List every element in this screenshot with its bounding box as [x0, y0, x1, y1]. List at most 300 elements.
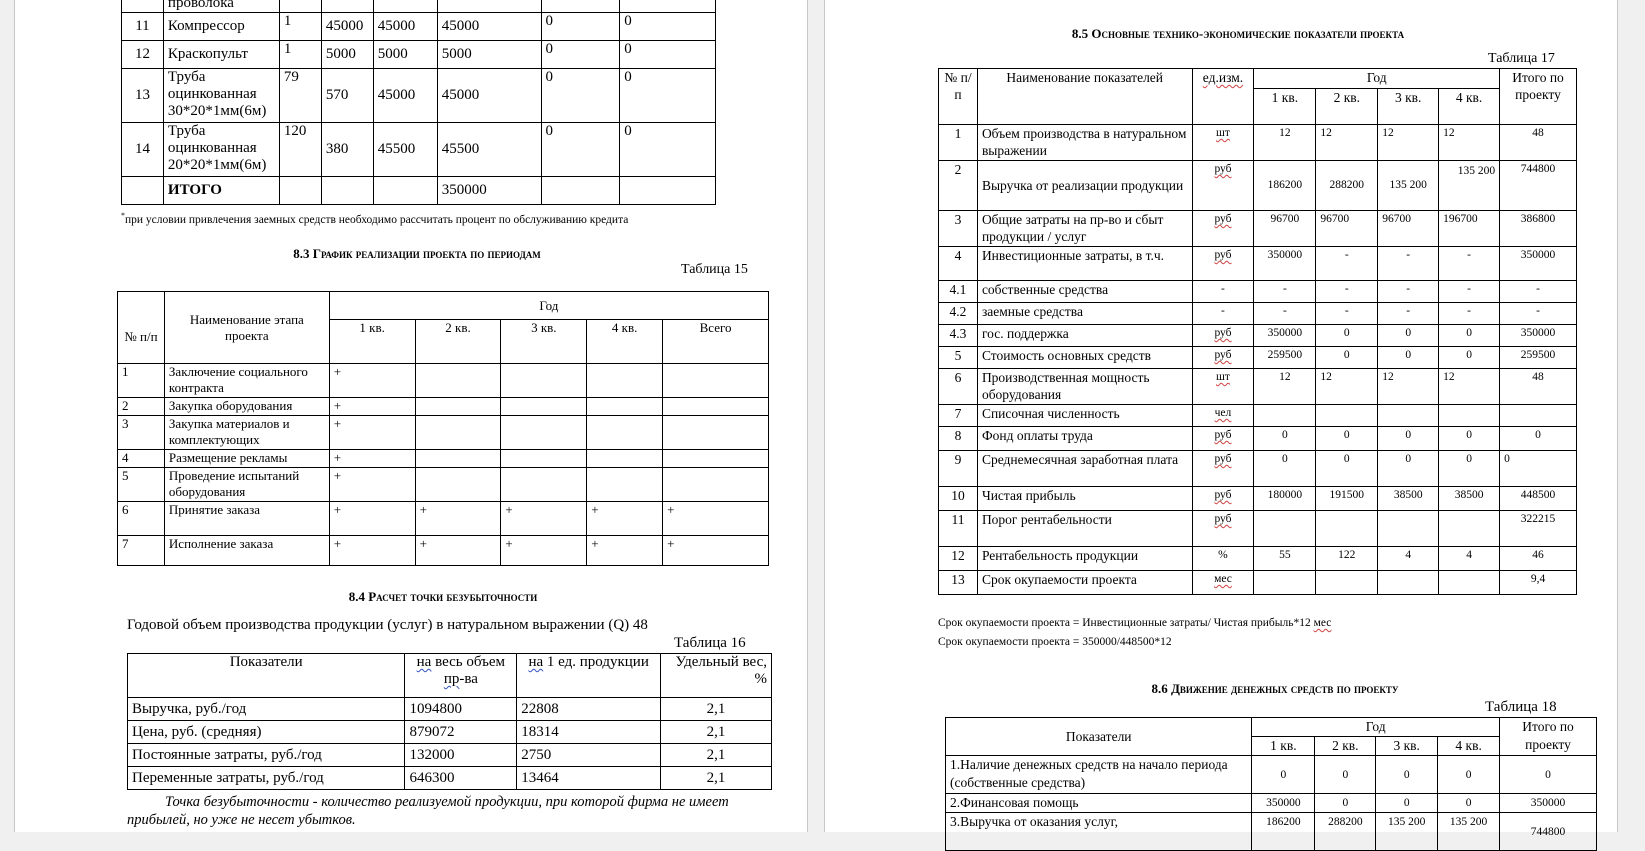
cell-q1: -: [1254, 303, 1316, 325]
header-q4: 4 кв.: [1439, 89, 1500, 125]
cell-num: 5: [118, 468, 165, 502]
cell-total: 0: [1500, 451, 1577, 487]
cell-q4: 135 200: [1438, 813, 1500, 851]
cell-q2: [1316, 511, 1378, 547]
cell-unit: 2750: [517, 744, 661, 767]
header-stage-name: Наименование этапа проекта: [164, 292, 329, 364]
table-row: [122, 13, 716, 41]
cell-name: 1.Наличие денежных средств на начало периода (собственные средства): [946, 756, 1252, 794]
cell-num: 1: [939, 125, 978, 161]
cell-q1: -: [1254, 281, 1316, 303]
cell-total: [663, 468, 769, 502]
cell-q2: [415, 364, 501, 398]
cell-q3: [501, 468, 587, 502]
cell-q1: 12: [1254, 125, 1316, 161]
cell-price: 570: [321, 69, 373, 123]
header-unit: ед.изм.: [1192, 69, 1254, 125]
cell-c7: [620, 177, 716, 205]
cell-qty: 1: [279, 13, 321, 41]
cell-total: 46: [1500, 547, 1577, 571]
footnote: [121, 211, 628, 226]
cell-q1: 96700: [1254, 211, 1316, 247]
header-year: Год: [1254, 69, 1500, 89]
cell-num: 14: [122, 123, 164, 177]
breakeven-table: [127, 653, 772, 790]
cell-q2: [415, 450, 501, 468]
cell-total: [663, 450, 769, 468]
cell-total: 744800: [1500, 161, 1577, 211]
cell-qty: 1: [279, 41, 321, 69]
header-total: Итого по проекту: [1500, 69, 1577, 125]
cell-qty: [279, 0, 321, 13]
cell-c6: 0: [541, 41, 620, 69]
table-caption-15: Таблица 15: [681, 262, 748, 277]
cell-unit: мес: [1192, 571, 1254, 595]
cell-num: 3: [939, 211, 978, 247]
cell-q3: [501, 364, 587, 398]
table-row: [939, 325, 1577, 347]
cell-price: 380: [321, 123, 373, 177]
table-row: [122, 69, 716, 123]
cell-whole: 646300: [405, 767, 517, 790]
cell-q4: [587, 468, 663, 502]
cell-total: 5000: [437, 41, 541, 69]
table-row: [939, 547, 1577, 571]
cell-q1: 350000: [1254, 325, 1316, 347]
cell-unit: -: [1192, 281, 1254, 303]
cell-q3: [501, 416, 587, 450]
table-row: [939, 211, 1577, 247]
cell-q4: [1439, 405, 1500, 427]
cell-name: проволока: [163, 0, 279, 13]
cell-name: Принятие заказа: [164, 502, 329, 536]
cell-q2: 0: [1316, 325, 1378, 347]
cell-q1: 55: [1254, 547, 1316, 571]
cell-q3: -: [1378, 281, 1439, 303]
section-heading-8-5: 8.5 Основные технико-экономические показатели проекта: [1071, 26, 1405, 41]
cell-total: 48: [1500, 369, 1577, 405]
cell-q3: 38500: [1378, 487, 1439, 511]
cell-price: [321, 177, 373, 205]
cell-q4: [587, 416, 663, 450]
table-row: [118, 450, 769, 468]
cell-q4: -: [1439, 303, 1500, 325]
table-caption-16: Таблица 16: [674, 635, 746, 651]
cell-q3: 0: [1376, 756, 1438, 794]
indicators-table: [938, 68, 1577, 595]
cell-q2: 12: [1316, 369, 1378, 405]
table-row: [939, 347, 1577, 369]
section-heading-8-3: 8.3 График реализации проекта по периодам: [293, 246, 541, 261]
cell-name: Списочная численность: [977, 405, 1192, 427]
cell-name: ИТОГО: [163, 177, 279, 205]
document-page-left: [14, 0, 808, 832]
cell-c6: [541, 177, 620, 205]
cell-total: 350000: [1500, 325, 1577, 347]
cell-q3: 135 200: [1376, 813, 1438, 851]
cell-unit: -: [1192, 303, 1254, 325]
footnote-mark: *: [121, 211, 125, 220]
cell-c6: [541, 0, 620, 13]
cell-q4: 0: [1438, 794, 1500, 813]
cell-q4: 38500: [1439, 487, 1500, 511]
cell-price: [321, 0, 373, 13]
cell-name: гос. поддержка: [977, 325, 1192, 347]
cell-c6: 0: [541, 123, 620, 177]
header-q1: 1 кв.: [1254, 89, 1316, 125]
cell-unit: руб: [1192, 347, 1254, 369]
cell-unit: чел: [1192, 405, 1254, 427]
section-heading-8-6: 8.6 Движение денежных средств по проекту: [1151, 681, 1399, 696]
table-row: [939, 303, 1577, 325]
cell-q2: [415, 468, 501, 502]
header-q2: 2 кв.: [1315, 737, 1376, 756]
cell-num: [122, 177, 164, 205]
cell-q3: 12: [1378, 369, 1439, 405]
header-q4: 4 кв.: [1438, 737, 1500, 756]
cell-share: 2,1: [661, 721, 772, 744]
header-q1: 1 кв.: [1252, 737, 1315, 756]
cell-total: 48: [1500, 125, 1577, 161]
cell-c7: [620, 0, 716, 13]
cell-q4: [587, 364, 663, 398]
cell-q4: 0: [1439, 427, 1500, 451]
cell-q3: 0: [1378, 427, 1439, 451]
header-indicator: Показатели: [946, 718, 1252, 756]
table-row: [939, 427, 1577, 451]
cell-q1: +: [329, 398, 415, 416]
cell-total: -: [1500, 281, 1577, 303]
footnote-text: при условии привлечения заемных средств необходимо рассчитать процент по обслуживанию кредита: [125, 213, 629, 226]
cell-name: Размещение рекламы: [164, 450, 329, 468]
table-row-total: [122, 177, 716, 205]
cell-num: 7: [118, 536, 165, 566]
cell-num: 9: [939, 451, 978, 487]
header-q2: 2 кв.: [1316, 89, 1378, 125]
cell-q2: 0: [1316, 451, 1378, 487]
cell-c6: 0: [541, 13, 620, 41]
cell-total: 386800: [1500, 211, 1577, 247]
cell-q4: [1439, 511, 1500, 547]
table-row: [118, 502, 769, 536]
cell-name: Выручка от реализации продукции: [977, 161, 1192, 211]
cell-q3: 0: [1378, 451, 1439, 487]
cell-q4: [587, 398, 663, 416]
cell-q2: +: [415, 502, 501, 536]
cell-q2: 0: [1315, 794, 1376, 813]
cell-name: 2.Финансовая помощь: [946, 794, 1252, 813]
table-row: [939, 511, 1577, 547]
header-q4: 4 кв.: [587, 320, 663, 364]
table-row: [939, 369, 1577, 405]
cell-q1: 186200: [1252, 813, 1315, 851]
cell-sum: 5000: [373, 41, 437, 69]
cell-unit: 18314: [517, 721, 661, 744]
cell-name: Цена, руб. (средняя): [128, 721, 405, 744]
cell-total: 322215: [1500, 511, 1577, 547]
cell-q2: [1316, 405, 1378, 427]
header-total: Итого по проекту: [1500, 718, 1597, 756]
header-share: Удельный вес, %: [661, 654, 772, 698]
cell-q1: 12: [1254, 369, 1316, 405]
cell-unit: руб: [1192, 451, 1254, 487]
cell-num: 2: [939, 161, 978, 211]
cell-q4: [587, 450, 663, 468]
cell-q1: 0: [1252, 756, 1315, 794]
cell-unit: руб: [1192, 211, 1254, 247]
cell-unit: руб: [1192, 487, 1254, 511]
cell-q1: [1254, 405, 1316, 427]
cell-total: 350000: [1500, 794, 1597, 813]
table-caption-17: Таблица 17: [1488, 51, 1555, 66]
cell-name: Чистая прибыль: [977, 487, 1192, 511]
cell-q2: 0: [1316, 427, 1378, 451]
cell-num: 3: [118, 416, 165, 450]
table-row: [946, 756, 1597, 794]
cell-unit: руб: [1192, 511, 1254, 547]
cell-q3: -: [1378, 303, 1439, 325]
cell-num: 13: [939, 571, 978, 595]
cell-q3: 0: [1378, 347, 1439, 369]
table-row: [939, 451, 1577, 487]
cell-num: 7: [939, 405, 978, 427]
cell-sum: 45000: [373, 13, 437, 41]
cell-sum: [373, 177, 437, 205]
cell-name: Выручка, руб./год: [128, 698, 405, 721]
document-page-right: [824, 0, 1618, 838]
cell-c7: 0: [620, 69, 716, 123]
cell-total: +: [663, 502, 769, 536]
cell-q2: 288200: [1316, 161, 1378, 211]
cell-q4: 12: [1439, 369, 1500, 405]
cell-q1: 259500: [1254, 347, 1316, 369]
cell-whole: 132000: [405, 744, 517, 767]
cell-price: 45000: [321, 13, 373, 41]
cell-q2: [415, 398, 501, 416]
cell-unit: шт: [1192, 125, 1254, 161]
cell-total: 259500: [1500, 347, 1577, 369]
cell-unit: 13464: [517, 767, 661, 790]
table-row: [118, 364, 769, 398]
header-total: Всего: [663, 320, 769, 364]
cash-flow-table: [945, 717, 1597, 851]
cell-name: Проведение испытаний оборудования: [164, 468, 329, 502]
table-row: [128, 744, 772, 767]
table-row: [939, 161, 1577, 211]
cell-q4: 12: [1439, 125, 1500, 161]
payback-calculation: Срок окупаемости проекта = 350000/448500*12: [938, 636, 1172, 648]
cell-name: собственные средства: [977, 281, 1192, 303]
cell-name: Среднемесячная заработная плата: [977, 451, 1192, 487]
cell-name: Инвестиционные затраты, в т.ч.: [977, 247, 1192, 281]
cell-price: 5000: [321, 41, 373, 69]
header-year: Год: [329, 292, 768, 320]
cell-q3: 0: [1378, 325, 1439, 347]
table-row: [939, 487, 1577, 511]
cell-total: +: [663, 536, 769, 566]
cell-q3: 12: [1378, 125, 1439, 161]
header-year: Год: [1252, 718, 1500, 737]
cell-qty: 79: [279, 69, 321, 123]
cell-num: [122, 0, 164, 13]
cell-q1: +: [329, 416, 415, 450]
cell-unit: руб: [1192, 427, 1254, 451]
table-row: [939, 405, 1577, 427]
cell-c6: 0: [541, 69, 620, 123]
schedule-table: [117, 291, 769, 566]
cell-num: 5: [939, 347, 978, 369]
cell-q2: -: [1316, 247, 1378, 281]
cell-num: 1: [118, 364, 165, 398]
header-q3: 3 кв.: [501, 320, 587, 364]
cell-name: Переменные затраты, руб./год: [128, 767, 405, 790]
table-row: [122, 123, 716, 177]
table-row: [128, 721, 772, 744]
cell-name: заемные средства: [977, 303, 1192, 325]
table-row: [939, 247, 1577, 281]
cell-q4: 0: [1439, 451, 1500, 487]
cell-num: 4: [939, 247, 978, 281]
section-heading-8-4: 8.4 Расчет точки безубыточности: [348, 589, 538, 604]
cell-q2: 0: [1315, 756, 1376, 794]
cell-total: 45500: [437, 123, 541, 177]
cell-q3: [1378, 511, 1439, 547]
cell-unit: руб: [1192, 247, 1254, 281]
cell-num: 13: [122, 69, 164, 123]
header-name: Наименование показателей: [977, 69, 1192, 125]
cell-num: 4.3: [939, 325, 978, 347]
header-q3: 3 кв.: [1378, 89, 1439, 125]
cell-q4: 135 200: [1439, 161, 1500, 211]
cell-q2: 0: [1316, 347, 1378, 369]
equipment-table: [121, 0, 716, 205]
header-q3: 3 кв.: [1376, 737, 1438, 756]
cell-unit: 22808: [517, 698, 661, 721]
cell-name: Стоимость основных средств: [977, 347, 1192, 369]
cell-share: 2,1: [661, 767, 772, 790]
cell-total: -: [1500, 303, 1577, 325]
table-row: [118, 468, 769, 502]
cell-share: 2,1: [661, 744, 772, 767]
cell-q1: +: [329, 450, 415, 468]
header-row: [128, 654, 772, 698]
cell-name: Общие затраты на пр-во и сбыт продукции / услуг: [977, 211, 1192, 247]
cell-total: 448500: [1500, 487, 1577, 511]
cell-total: [437, 0, 541, 13]
cell-q4: 0: [1438, 756, 1500, 794]
cell-q2: [1316, 571, 1378, 595]
header-q2: 2 кв.: [415, 320, 501, 364]
header-q1: 1 кв.: [329, 320, 415, 364]
cell-q3: +: [501, 502, 587, 536]
cell-q3: 0: [1376, 794, 1438, 813]
cell-q4: +: [587, 536, 663, 566]
cell-num: 11: [122, 13, 164, 41]
cell-q3: 4: [1378, 547, 1439, 571]
table-row: [939, 281, 1577, 303]
header-row: [946, 718, 1597, 737]
cell-total: 45000: [437, 69, 541, 123]
cell-q2: [415, 416, 501, 450]
table-row: [122, 41, 716, 69]
cell-num: 10: [939, 487, 978, 511]
cell-q4: 196700: [1439, 211, 1500, 247]
payback-formula: Срок окупаемости проекта = Инвестиционные затраты/ Чистая прибыль*12 мес: [938, 617, 1332, 629]
table-row: [946, 794, 1597, 813]
cell-unit: шт: [1192, 369, 1254, 405]
table-row: [128, 767, 772, 790]
cell-name: Заключение социального контракта: [164, 364, 329, 398]
cell-q1: 180000: [1254, 487, 1316, 511]
cell-q3: [1378, 571, 1439, 595]
cell-q3: 96700: [1378, 211, 1439, 247]
cell-total: [663, 364, 769, 398]
cell-sum: 45000: [373, 69, 437, 123]
table-row: [122, 0, 716, 13]
cell-qty: 120: [279, 123, 321, 177]
cell-total: 0: [1500, 427, 1577, 451]
cell-unit: руб: [1192, 325, 1254, 347]
breakeven-definition: Точка безубыточности - количество реализуемой продукции, при которой фирма не имеет прибылей, но уже не несет убытков.: [127, 794, 729, 828]
header-row: [939, 69, 1577, 89]
cell-q2: 96700: [1316, 211, 1378, 247]
cell-q2: 122: [1316, 547, 1378, 571]
cell-name: Закупка материалов и комплектующих: [164, 416, 329, 450]
cell-q1: 186200: [1254, 161, 1316, 211]
cell-num: 11: [939, 511, 978, 547]
cell-q1: [1254, 571, 1316, 595]
cell-q2: -: [1316, 303, 1378, 325]
cell-total: 9,4: [1500, 571, 1577, 595]
cell-total: [1500, 405, 1577, 427]
cell-whole: 1094800: [405, 698, 517, 721]
cell-num: 8: [939, 427, 978, 451]
table-row: [118, 416, 769, 450]
cell-q4: 0: [1439, 325, 1500, 347]
cell-name: Объем производства в натуральном выражении: [977, 125, 1192, 161]
cell-q3: [1378, 405, 1439, 427]
cell-total: 0: [1500, 756, 1597, 794]
header-whole-volume: на весь объем пр-ва: [405, 654, 517, 698]
cell-name: Постоянные затраты, руб./год: [128, 744, 405, 767]
cell-q3: +: [501, 536, 587, 566]
table-row: [128, 698, 772, 721]
cell-c7: 0: [620, 41, 716, 69]
cell-name: Труба оцинкованная 30*20*1мм(6м): [163, 69, 279, 123]
cell-q4: -: [1439, 281, 1500, 303]
cell-name: Производственная мощность оборудования: [977, 369, 1192, 405]
cell-q2: +: [415, 536, 501, 566]
header-num: № п/п: [118, 292, 165, 364]
table-row: [118, 398, 769, 416]
cell-q3: [501, 450, 587, 468]
cell-sum: 45500: [373, 123, 437, 177]
cell-q1: 350000: [1252, 794, 1315, 813]
cell-num: 4: [118, 450, 165, 468]
cell-q2: -: [1316, 281, 1378, 303]
cell-name: Труба оцинкованная 20*20*1мм(6м): [163, 123, 279, 177]
table-row: [939, 571, 1577, 595]
cell-num: 6: [118, 502, 165, 536]
cell-total: [663, 398, 769, 416]
cell-num: 4.1: [939, 281, 978, 303]
cell-num: 12: [939, 547, 978, 571]
cell-num: 4.2: [939, 303, 978, 325]
cell-name: Рентабельность продукции: [977, 547, 1192, 571]
cell-qty: [279, 177, 321, 205]
cell-num: 6: [939, 369, 978, 405]
cell-q4: 0: [1439, 347, 1500, 369]
